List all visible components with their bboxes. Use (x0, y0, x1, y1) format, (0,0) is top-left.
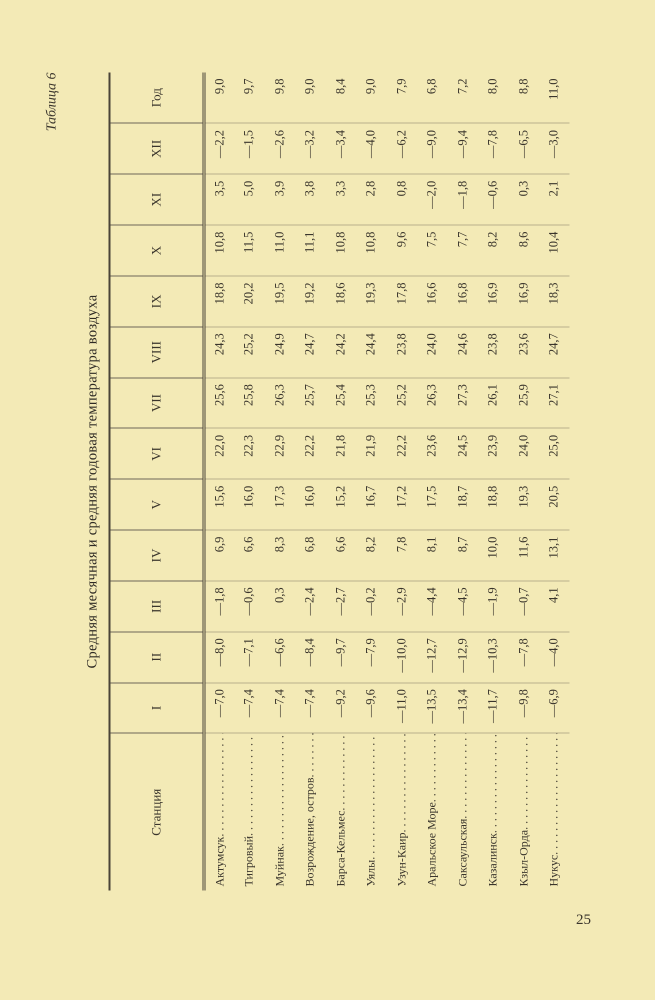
dot-leader (455, 733, 470, 818)
temperature-value: 26,3 (417, 377, 448, 428)
temperature-value: 16,9 (508, 275, 539, 326)
temperature-value: 16,7 (356, 479, 387, 530)
temperature-value: —2,9 (386, 580, 417, 631)
temperature-value: 23,8 (386, 326, 417, 377)
station-name: Саксаульская (454, 818, 469, 886)
station-name: Уялы (363, 859, 378, 886)
station-name: Узун-Каир (393, 832, 408, 886)
column-header: VI (109, 428, 203, 479)
column-header: I (109, 682, 203, 733)
page-number: 25 (576, 912, 591, 928)
column-header: VII (109, 377, 203, 428)
temperature-value: 11,1 (295, 225, 326, 276)
temperature-value: 24,4 (356, 326, 387, 377)
temperature-value: —2,2 (203, 123, 234, 174)
temperature-value: 24,9 (264, 326, 295, 377)
temperature-value: 26,1 (478, 377, 509, 428)
station-name: Актумсук (211, 836, 226, 886)
temperature-table (108, 72, 569, 890)
temperature-value: —4,4 (417, 580, 448, 631)
temperature-value: —7,0 (203, 682, 234, 733)
column-header: III (109, 580, 203, 631)
table-row (264, 72, 295, 890)
temperature-value: —10,0 (386, 631, 417, 682)
temperature-value: —0,2 (356, 580, 387, 631)
temperature-value: —6,5 (508, 123, 539, 174)
station-cell (447, 733, 478, 890)
temperature-value: 3,3 (325, 174, 356, 225)
table-row (508, 72, 539, 890)
temperature-value: —4,5 (447, 580, 478, 631)
temperature-value: 8,2 (356, 530, 387, 581)
dot-leader (516, 733, 531, 829)
temperature-value: 7,2 (447, 72, 478, 123)
temperature-value: 9,6 (386, 225, 417, 276)
temperature-value: 24,0 (508, 428, 539, 479)
temperature-value: 17,5 (417, 479, 448, 530)
temperature-value: 0,3 (264, 580, 295, 631)
temperature-value: —2,0 (417, 174, 448, 225)
temperature-value: —9,7 (325, 631, 356, 682)
temperature-value: —1,8 (447, 174, 478, 225)
temperature-value: —2,7 (325, 580, 356, 631)
temperature-value: 24,2 (325, 326, 356, 377)
station-cell (325, 733, 356, 890)
temperature-value: 22,0 (203, 428, 234, 479)
station-name: Кзыл-Орда (515, 829, 530, 886)
dot-leader (333, 733, 348, 810)
table-row (295, 72, 326, 890)
temperature-value: —6,2 (386, 123, 417, 174)
temperature-value: —11,0 (386, 682, 417, 733)
temperature-value: 23,6 (508, 326, 539, 377)
temperature-value: 10,8 (203, 225, 234, 276)
temperature-value: —12,9 (447, 631, 478, 682)
temperature-value: 18,3 (539, 275, 570, 326)
temperature-value: —7,4 (234, 682, 265, 733)
temperature-value: 16,9 (478, 275, 509, 326)
temperature-value: —10,3 (478, 631, 509, 682)
temperature-value: 24,6 (447, 326, 478, 377)
temperature-value: 9,0 (295, 72, 326, 123)
column-header: V (109, 479, 203, 530)
temperature-value: 23,8 (478, 326, 509, 377)
station-cell (203, 733, 234, 890)
header-row (109, 72, 203, 890)
temperature-value: —8,0 (203, 631, 234, 682)
temperature-value: 2,8 (356, 174, 387, 225)
temperature-value: —7,1 (234, 631, 265, 682)
temperature-value: —7,9 (356, 631, 387, 682)
temperature-value: 22,2 (295, 428, 326, 479)
temperature-value: 7,7 (447, 225, 478, 276)
temperature-value: —7,8 (478, 123, 509, 174)
temperature-value: 7,5 (417, 225, 448, 276)
dot-leader (272, 733, 287, 845)
temperature-value: 19,3 (508, 479, 539, 530)
temperature-value: —4,0 (539, 631, 570, 682)
station-cell (478, 733, 509, 890)
temperature-value: —7,8 (508, 631, 539, 682)
column-header: IV (109, 530, 203, 581)
temperature-value: 23,9 (478, 428, 509, 479)
table-row (234, 72, 265, 890)
temperature-value: 7,9 (386, 72, 417, 123)
temperature-value: 10,8 (356, 225, 387, 276)
column-header: II (109, 631, 203, 682)
temperature-value: 0,3 (508, 174, 539, 225)
table-label: Таблица 6 (44, 72, 59, 131)
temperature-value: 8,0 (478, 72, 509, 123)
temperature-value: 21,8 (325, 428, 356, 479)
temperature-value: —3,4 (325, 123, 356, 174)
temperature-value: —9,6 (356, 682, 387, 733)
temperature-value: —2,6 (264, 123, 295, 174)
temperature-value: 9,0 (203, 72, 234, 123)
station-cell (234, 733, 265, 890)
table-row (447, 72, 478, 890)
temperature-value: 6,8 (295, 530, 326, 581)
temperature-value: 19,2 (295, 275, 326, 326)
column-header-station: Станция (109, 733, 203, 890)
temperature-value: —3,2 (295, 123, 326, 174)
temperature-value: 22,2 (386, 428, 417, 479)
column-header: IX (109, 275, 203, 326)
temperature-value: 25,4 (325, 377, 356, 428)
temperature-value: 8,3 (264, 530, 295, 581)
temperature-value: 20,2 (234, 275, 265, 326)
temperature-value: 9,0 (356, 72, 387, 123)
station-cell (508, 733, 539, 890)
temperature-value: 8,2 (478, 225, 509, 276)
temperature-value: —1,8 (203, 580, 234, 631)
temperature-value: 26,3 (264, 377, 295, 428)
dot-leader (546, 733, 561, 854)
temperature-value: 17,8 (386, 275, 417, 326)
temperature-value: 23,6 (417, 428, 448, 479)
temperature-value: —12,7 (417, 631, 448, 682)
station-name: Возрождение, остров (302, 776, 317, 886)
temperature-value: 19,3 (356, 275, 387, 326)
temperature-value: 18,8 (478, 479, 509, 530)
dot-leader (212, 733, 227, 836)
temperature-value: —0,6 (478, 174, 509, 225)
temperature-value: 16,8 (447, 275, 478, 326)
temperature-value: 16,6 (417, 275, 448, 326)
dot-leader (241, 733, 256, 835)
temperature-value: 6,8 (417, 72, 448, 123)
temperature-value: 19,5 (264, 275, 295, 326)
table-title: Средняя месячная и средняя годовая температура воздуха (84, 294, 100, 668)
temperature-value: 8,7 (447, 530, 478, 581)
temperature-value: 25,9 (508, 377, 539, 428)
temperature-value: —0,7 (508, 580, 539, 631)
table-row (539, 72, 570, 890)
table-row (478, 72, 509, 890)
temperature-value: 3,8 (295, 174, 326, 225)
temperature-value: 6,6 (325, 530, 356, 581)
temperature-value: 25,8 (234, 377, 265, 428)
station-name: Тигровый (241, 835, 256, 886)
temperature-value: 25,3 (356, 377, 387, 428)
temperature-value: 25,2 (386, 377, 417, 428)
temperature-value: 27,3 (447, 377, 478, 428)
table-row (417, 72, 448, 890)
temperature-value: 9,7 (234, 72, 265, 123)
station-name: Муйнак (271, 845, 286, 886)
temperature-value: —1,9 (478, 580, 509, 631)
temperature-value: —7,4 (264, 682, 295, 733)
temperature-value: 11,5 (234, 225, 265, 276)
temperature-value: 25,6 (203, 377, 234, 428)
dot-leader (363, 733, 378, 859)
station-name: Нукус (546, 854, 561, 886)
station-cell (386, 733, 417, 890)
temperature-value: 17,2 (386, 479, 417, 530)
temperature-value: 22,3 (234, 428, 265, 479)
temperature-value: 24,7 (539, 326, 570, 377)
column-header: Год (109, 72, 203, 123)
station-name: Аральское Море (424, 801, 439, 886)
table-row (325, 72, 356, 890)
station-cell (295, 733, 326, 890)
temperature-value: —7,4 (295, 682, 326, 733)
temperature-value: —9,2 (325, 682, 356, 733)
temperature-value: 9,8 (264, 72, 295, 123)
temperature-value: —11,7 (478, 682, 509, 733)
temperature-value: 11,0 (539, 72, 570, 123)
temperature-value: 24,5 (447, 428, 478, 479)
table-row (356, 72, 387, 890)
temperature-value: 17,3 (264, 479, 295, 530)
station-cell (417, 733, 448, 890)
temperature-value: —9,4 (447, 123, 478, 174)
column-header: XI (109, 174, 203, 225)
temperature-value: 11,0 (264, 225, 295, 276)
temperature-value: —1,5 (234, 123, 265, 174)
temperature-value: 24,7 (295, 326, 326, 377)
temperature-value: 20,5 (539, 479, 570, 530)
station-name: Казалинск (485, 832, 500, 886)
temperature-value: 24,3 (203, 326, 234, 377)
temperature-value: —8,4 (295, 631, 326, 682)
temperature-value: 16,0 (295, 479, 326, 530)
temperature-value: 3,9 (264, 174, 295, 225)
temperature-value: 6,6 (234, 530, 265, 581)
temperature-value: 25,2 (234, 326, 265, 377)
temperature-value: —13,4 (447, 682, 478, 733)
station-cell (264, 733, 295, 890)
dot-leader (424, 733, 439, 801)
temperature-value: 7,8 (386, 530, 417, 581)
dot-leader (485, 733, 500, 832)
temperature-value: 11,6 (508, 530, 539, 581)
station-cell (356, 733, 387, 890)
temperature-value: 25,7 (295, 377, 326, 428)
temperature-value: 10,8 (325, 225, 356, 276)
temperature-value: 18,8 (203, 275, 234, 326)
temperature-value: 15,2 (325, 479, 356, 530)
column-header: XII (109, 123, 203, 174)
temperature-value: —4,0 (356, 123, 387, 174)
dot-leader (394, 733, 409, 832)
temperature-value: 16,0 (234, 479, 265, 530)
temperature-value: —6,9 (539, 682, 570, 733)
temperature-value: 10,4 (539, 225, 570, 276)
temperature-value: 27,1 (539, 377, 570, 428)
temperature-value: 2,1 (539, 174, 570, 225)
temperature-value: 24,0 (417, 326, 448, 377)
station-cell (539, 733, 570, 890)
temperature-value: 8,8 (508, 72, 539, 123)
temperature-value: 10,0 (478, 530, 509, 581)
temperature-value: —2,4 (295, 580, 326, 631)
temperature-value: 8,4 (325, 72, 356, 123)
temperature-value: —13,5 (417, 682, 448, 733)
temperature-value: 4,1 (539, 580, 570, 631)
table-row (203, 72, 234, 890)
temperature-value: 8,1 (417, 530, 448, 581)
temperature-value: —0,6 (234, 580, 265, 631)
temperature-value: —9,0 (417, 123, 448, 174)
column-header: X (109, 225, 203, 276)
temperature-value: 22,9 (264, 428, 295, 479)
temperature-value: 15,6 (203, 479, 234, 530)
temperature-value: 3,5 (203, 174, 234, 225)
temperature-value: 13,1 (539, 530, 570, 581)
temperature-value: 5,0 (234, 174, 265, 225)
table-row (386, 72, 417, 890)
column-header: VIII (109, 326, 203, 377)
temperature-value: 25,0 (539, 428, 570, 479)
temperature-value: 6,9 (203, 530, 234, 581)
temperature-value: —6,6 (264, 631, 295, 682)
temperature-value: 18,6 (325, 275, 356, 326)
temperature-value: —3,0 (539, 123, 570, 174)
temperature-value: —9,8 (508, 682, 539, 733)
temperature-value: 18,7 (447, 479, 478, 530)
temperature-value: 8,6 (508, 225, 539, 276)
temperature-value: 21,9 (356, 428, 387, 479)
station-name: Барса-Кельмес (332, 810, 347, 886)
temperature-value: 0,8 (386, 174, 417, 225)
dot-leader (302, 733, 317, 777)
